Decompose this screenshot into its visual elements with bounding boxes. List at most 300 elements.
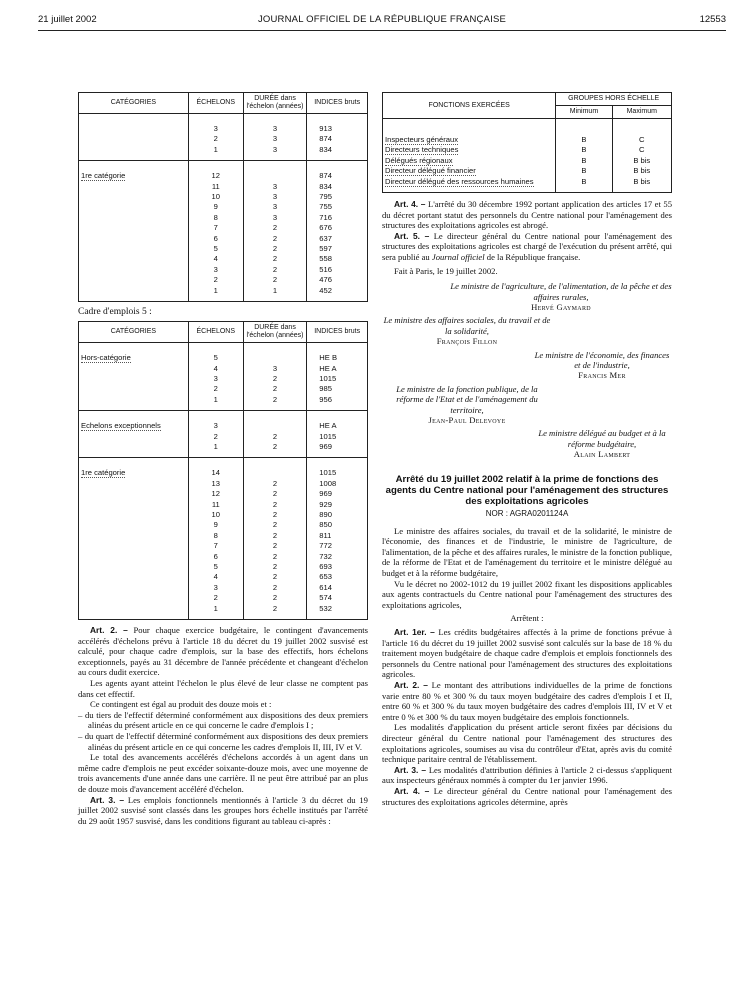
table-row	[79, 192, 368, 202]
header-duree: DURÉE dans l'échelon (années)	[243, 93, 307, 114]
echelon-cell: 4	[188, 254, 243, 264]
duree-cell: 2	[243, 531, 307, 541]
indice-cell: 1015	[307, 374, 368, 384]
category-cell	[79, 213, 189, 223]
header-indices: INDICES bruts	[307, 93, 368, 114]
dash-item: – du tiers de l'effectif déterminé conformément aux dispositions des deux premiers alinéas du présent article en ce qui concerne le cadre d'emplois I ;	[78, 709, 368, 731]
table-row	[79, 572, 368, 582]
echelon-cell: 10	[188, 192, 243, 202]
paragraph: Les modalités d'application du présent article seront fixées par décisions du directeur général du Centre national pour l'aménagement des structures des exploitations agricoles, soumises au visa du contrôleur d'Etat, après avis du comité technique paritaire central de l'établissement.	[382, 722, 672, 765]
indice-cell: 874	[307, 171, 368, 181]
article-label: Art. 4. –	[394, 199, 426, 210]
duree-cell: 2	[243, 254, 307, 264]
minimum-cell: B	[556, 145, 612, 155]
table-row	[79, 134, 368, 144]
echelon-cell: 3	[188, 374, 243, 384]
table-row	[383, 156, 672, 166]
table-row	[79, 364, 368, 374]
indice-cell: 732	[307, 552, 368, 562]
category-cell	[79, 202, 189, 212]
echelon-cell: 9	[188, 202, 243, 212]
category-cell	[79, 604, 189, 614]
duree-cell: 3	[243, 213, 307, 223]
spacer-cell	[307, 114, 368, 125]
maximum-cell: B bis	[612, 177, 671, 187]
duree-cell: 2	[243, 520, 307, 530]
indice-cell: 913	[307, 124, 368, 134]
minimum-cell: B	[556, 166, 612, 176]
spacer-cell	[243, 343, 307, 354]
indice-cell: 1015	[307, 432, 368, 442]
signatory-title: Le ministre de la fonction publique, de la réforme de l'Etat et de l'aménagement du territoire,	[396, 383, 538, 415]
maximum-cell: C	[612, 135, 671, 145]
table-header-row	[79, 93, 368, 114]
signatory-name: François Fillon	[436, 336, 498, 347]
duree-cell: 2	[243, 572, 307, 582]
table-row	[79, 234, 368, 244]
indice-cell: 969	[307, 489, 368, 499]
spacer-cell	[383, 119, 556, 136]
fonction-cell	[383, 166, 556, 176]
category-cell	[79, 531, 189, 541]
article-label: Art. 3. –	[90, 794, 125, 805]
duree-cell: 2	[243, 541, 307, 551]
echelon-cell: 9	[188, 520, 243, 530]
duree-cell: 1	[243, 286, 307, 296]
minimum-cell: B	[556, 135, 612, 145]
echelon-cell: 1	[188, 286, 243, 296]
dash-item: – du quart de l'effectif déterminé conformément aux dispositions des deux premiers alinéas du présent article en ce qui concerne les cadres d'emplois II, III, IV et V.	[78, 730, 368, 752]
article-text: Pour chaque exercice budgétaire, le contingent d'avancements accélérés d'échelons prévu à l'article 18 du décret du 19 juillet 2002 susvisé est calculé, pour chaque cadre d'emplois, sur la base des effectifs, hors échelons exceptionnels, payés au 31 décembre de l'année précédente et changeant d'échelon au cours dudit exercice.	[78, 625, 368, 678]
maximum-cell: C	[612, 145, 671, 155]
indice-cell: 1015	[307, 468, 368, 478]
table-row	[79, 145, 368, 155]
category-cell	[79, 500, 189, 510]
left-body-text	[78, 625, 368, 826]
duree-cell: 2	[243, 384, 307, 394]
fonction-label: Directeur délégué des ressources humaines	[385, 176, 534, 186]
echelon-cell: 8	[188, 213, 243, 223]
duree-cell: 3	[243, 364, 307, 374]
signature-block	[382, 315, 552, 346]
table-row	[79, 552, 368, 562]
table-row	[79, 254, 368, 264]
category-label: Hors-catégorie	[81, 353, 131, 363]
group-spacer	[79, 411, 368, 422]
group-spacer	[79, 161, 368, 172]
header-echelons: ÉCHELONS	[188, 93, 243, 114]
article-4-paragraph	[382, 199, 672, 231]
echelon-cell: 3	[188, 583, 243, 593]
arrete-title: Arrêté du 19 juillet 2002 relatif à la prime de fonctions des agents du Centre national pour l'aménagement des structures des exploitations agricoles	[385, 473, 669, 507]
signatures	[382, 281, 672, 460]
table-row	[383, 177, 672, 187]
duree-cell: 3	[243, 145, 307, 155]
indice-cell: 929	[307, 500, 368, 510]
echelon-table-1	[78, 92, 368, 302]
header-duree: DURÉE dans l'échelon (années)	[243, 322, 307, 343]
category-cell	[79, 353, 189, 363]
article-text: Les emplois fonctionnels mentionnés à l'article 3 du décret du 19 juillet 2002 susvisé sont classés dans les groupes hors échelle institués par l'arrêté du 29 août 1957 susvisé, dans les conditions figurant au tableau ci-après :	[78, 794, 368, 826]
article-text: Le montant des attributions individuelles de la prime de fonctions varie entre 80 % et 300 % du taux moyen budgétaire des cadres d'emplois I et II, entre 60 % et 300 % du taux moyen budgétaire des cadres d'emplois III, IV et V et entre 0 % et 300 % du taux moyen budgétaire des emplois fonctionnels.	[382, 680, 672, 722]
fonctions-table	[382, 92, 672, 193]
spacer-cell	[612, 187, 671, 193]
echelon-cell: 3	[188, 124, 243, 134]
duree-cell: 2	[243, 479, 307, 489]
echelon-cell: 7	[188, 223, 243, 233]
fonction-label: Directeur délégué financier	[385, 166, 476, 176]
indice-cell: 772	[307, 541, 368, 551]
header-echelons: ÉCHELONS	[188, 322, 243, 343]
category-cell	[79, 182, 189, 192]
spacer-cell	[188, 161, 243, 172]
duree-cell: 2	[243, 489, 307, 499]
echelon-cell: 1	[188, 145, 243, 155]
category-cell	[79, 134, 189, 144]
duree-cell: 2	[243, 265, 307, 275]
header-rule	[38, 30, 726, 31]
table-row	[79, 202, 368, 212]
maximum-cell: B bis	[612, 166, 671, 176]
category-cell	[79, 234, 189, 244]
indice-cell: 558	[307, 254, 368, 264]
article-2-paragraph	[78, 625, 368, 678]
indice-cell: 516	[307, 265, 368, 275]
article-text: Le directeur général du Centre national pour l'aménagement des structures des exploitations agricoles est chargé de l'exécution du présent arrêté, qui sera publié au	[382, 230, 672, 262]
fonction-label: Inspecteurs généraux	[385, 135, 459, 144]
echelon-cell: 6	[188, 552, 243, 562]
duree-cell: 3	[243, 124, 307, 134]
duree-cell: 2	[243, 432, 307, 442]
duree-cell: 2	[243, 234, 307, 244]
fonction-cell	[383, 156, 556, 166]
duree-cell: 2	[243, 562, 307, 572]
indice-cell: 874	[307, 134, 368, 144]
duree-cell: 2	[243, 223, 307, 233]
echelon-cell: 2	[188, 593, 243, 603]
duree-cell: 2	[243, 552, 307, 562]
category-cell	[79, 489, 189, 499]
fonction-cell	[383, 145, 556, 155]
echelon-cell: 1	[188, 442, 243, 452]
category-cell	[79, 192, 189, 202]
duree-cell	[243, 353, 307, 363]
duree-cell	[243, 421, 307, 431]
table-row	[79, 500, 368, 510]
duree-cell: 2	[243, 583, 307, 593]
maximum-cell: B bis	[612, 156, 671, 166]
duree-cell: 2	[243, 500, 307, 510]
indice-cell: 574	[307, 593, 368, 603]
indice-cell: 693	[307, 562, 368, 572]
arretent: Arrêtent :	[510, 613, 544, 624]
table-row	[79, 275, 368, 285]
echelon-cell: 7	[188, 541, 243, 551]
table-row	[79, 531, 368, 541]
duree-cell: 2	[243, 374, 307, 384]
header-categories: CATÉGORIES	[79, 322, 189, 343]
spacer-cell	[307, 296, 368, 302]
spacer-cell	[243, 114, 307, 125]
article-label: Art. 1er. –	[394, 627, 435, 638]
spacer-cell	[243, 161, 307, 172]
category-cell	[79, 286, 189, 296]
signature-block	[532, 350, 672, 381]
echelon-cell: 14	[188, 468, 243, 478]
category-cell	[79, 223, 189, 233]
table-row	[79, 171, 368, 181]
category-cell	[79, 395, 189, 405]
table-body	[79, 343, 368, 620]
category-cell	[79, 432, 189, 442]
echelon-cell: 11	[188, 500, 243, 510]
table-row	[79, 395, 368, 405]
table-row	[79, 604, 368, 614]
article-label: Art. 4. –	[394, 785, 430, 796]
table-row	[79, 583, 368, 593]
duree-cell	[243, 468, 307, 478]
group-end	[79, 614, 368, 620]
echelon-cell: 2	[188, 432, 243, 442]
fonction-label: Directeurs techniques	[385, 145, 459, 155]
category-cell	[79, 442, 189, 452]
category-cell	[79, 364, 189, 374]
echelon-cell: 2	[188, 275, 243, 285]
article-text: Les modalités d'attribution définies à l'article 2 ci-dessus s'appliquent aux inspecteurs généraux nommés à compter du 1er janvier 1996.	[382, 764, 672, 786]
duree-cell: 3	[243, 202, 307, 212]
category-cell	[79, 583, 189, 593]
category-label: 1re catégorie	[81, 171, 126, 181]
spacer-cell	[79, 161, 189, 172]
echelon-cell: 11	[188, 182, 243, 192]
indice-cell: 676	[307, 223, 368, 233]
nor-reference: NOR : AGRA0201124A	[485, 508, 569, 518]
spacer-cell	[243, 296, 307, 302]
spacer-cell	[556, 119, 612, 136]
category-cell	[79, 254, 189, 264]
article-2-paragraph	[382, 680, 672, 722]
table-row	[79, 593, 368, 603]
echelon-cell: 3	[188, 421, 243, 431]
table-row	[79, 442, 368, 452]
header-groupes: GROUPES HORS ÉCHELLE	[556, 93, 672, 106]
article-5-paragraph	[382, 231, 672, 263]
category-cell	[79, 572, 189, 582]
signature-block	[532, 428, 672, 459]
table-row	[383, 145, 672, 155]
duree-cell: 2	[243, 244, 307, 254]
signatory-title: Le ministre des affaires sociales, du travail et de la solidarité,	[383, 315, 551, 336]
article-text-end: de la République française.	[486, 252, 581, 262]
header-categories: CATÉGORIES	[79, 93, 189, 114]
indice-cell: 755	[307, 202, 368, 212]
paragraph: Les agents ayant atteint l'échelon le plus élevé de leur classe ne comptent pas dans cet effectif.	[78, 678, 368, 699]
category-cell	[79, 124, 189, 134]
indice-cell: 985	[307, 384, 368, 394]
spacer-cell	[307, 161, 368, 172]
table-row	[79, 384, 368, 394]
indice-cell: 811	[307, 531, 368, 541]
category-label: 1re catégorie	[81, 468, 126, 478]
indice-cell: 834	[307, 145, 368, 155]
echelon-cell: 6	[188, 234, 243, 244]
indice-cell: 850	[307, 520, 368, 530]
paragraph: Ce contingent est égal au produit des douze mois et :	[90, 699, 272, 710]
page-number: 12553	[699, 14, 726, 25]
left-column	[78, 92, 368, 826]
signature-block	[382, 384, 552, 426]
echelon-cell: 10	[188, 510, 243, 520]
table-row	[383, 135, 672, 145]
category-cell	[79, 593, 189, 603]
journal-officiel-ref: Journal officiel	[431, 252, 485, 262]
spacer-cell	[307, 343, 368, 354]
article-text: Les crédits budgétaires affectés à la prime de fonctions prévue à l'article 16 du décret du 19 juillet 2002 susvisé sont calculés sur la base de 18 % du traitement moyen budgétaire de chaque cadre d'emplois et emplois fonctionnels des personnels du Centre national pour l'aménagement des structures des exploitations agricoles.	[382, 627, 672, 680]
indice-cell: 614	[307, 583, 368, 593]
category-cell	[79, 520, 189, 530]
category-cell	[79, 510, 189, 520]
spacer-cell	[188, 296, 243, 302]
table-row	[79, 374, 368, 384]
minimum-cell: B	[556, 177, 612, 187]
indice-cell: 795	[307, 192, 368, 202]
duree-cell: 2	[243, 275, 307, 285]
category-cell	[79, 468, 189, 478]
table-row	[79, 520, 368, 530]
echelon-cell: 5	[188, 562, 243, 572]
right-column	[382, 92, 672, 807]
spacer-cell	[188, 114, 243, 125]
indice-cell: 1008	[307, 479, 368, 489]
signature-block	[450, 281, 672, 312]
indice-cell: HE A	[307, 421, 368, 431]
indice-cell: 969	[307, 442, 368, 452]
spacer-cell	[79, 411, 189, 422]
indice-cell: 637	[307, 234, 368, 244]
right-body-text	[382, 199, 672, 807]
article-4b-paragraph	[382, 786, 672, 807]
minimum-cell: B	[556, 156, 612, 166]
spacer-cell	[79, 343, 189, 354]
duree-cell: 2	[243, 510, 307, 520]
spacer-cell	[79, 296, 189, 302]
indice-cell: 653	[307, 572, 368, 582]
category-cell	[79, 552, 189, 562]
category-cell	[79, 145, 189, 155]
table-row	[79, 124, 368, 134]
fait-a-paris: Fait à Paris, le 19 juillet 2002.	[394, 265, 498, 276]
signatory-title: Le ministre de l'agriculture, de l'alimentation, de la pêche et des affaires rurales,	[450, 281, 672, 302]
echelon-cell: 12	[188, 489, 243, 499]
duree-cell: 3	[243, 192, 307, 202]
category-label: Echelons exceptionnels	[81, 421, 161, 431]
table-row	[79, 468, 368, 478]
header-minimum: Minimum	[556, 106, 612, 119]
table-body	[79, 114, 368, 302]
group-spacer	[79, 343, 368, 354]
echelon-cell: 5	[188, 353, 243, 363]
table-row	[79, 489, 368, 499]
group-end	[383, 187, 672, 193]
signatory-name: Jean-Paul Delevoye	[428, 415, 506, 426]
indice-cell: HE A	[307, 364, 368, 374]
echelon-cell: 13	[188, 479, 243, 489]
category-cell	[79, 421, 189, 431]
category-cell	[79, 562, 189, 572]
category-cell	[79, 244, 189, 254]
indice-cell: HE B	[307, 353, 368, 363]
echelon-cell: 1	[188, 604, 243, 614]
duree-cell: 2	[243, 604, 307, 614]
echelon-cell: 3	[188, 265, 243, 275]
article-3-paragraph	[382, 765, 672, 786]
echelon-cell: 1	[188, 395, 243, 405]
article-text: L'arrêté du 30 décembre 1992 portant application des articles 17 et 55 du décret portant statut des personnels du Centre national pour l'aménagement des structures des exploitations agricoles est abrogé.	[382, 199, 673, 231]
article-label: Art. 2. –	[394, 680, 428, 690]
indice-cell: 476	[307, 275, 368, 285]
table-row	[79, 562, 368, 572]
table-row	[383, 166, 672, 176]
spacer-cell	[188, 343, 243, 354]
spacer-cell	[556, 187, 612, 193]
table-row	[79, 286, 368, 296]
article-label: Art. 2. –	[90, 625, 128, 636]
table-row	[79, 213, 368, 223]
table-row	[79, 510, 368, 520]
spacer-cell	[79, 614, 189, 620]
indice-cell: 890	[307, 510, 368, 520]
spacer-cell	[188, 614, 243, 620]
signatory-title: Le ministre de l'économie, des finances et de l'industrie,	[534, 349, 670, 371]
article-1-paragraph	[382, 627, 672, 680]
echelon-cell: 12	[188, 171, 243, 181]
spacer-cell	[383, 187, 556, 193]
table-body	[383, 119, 672, 193]
spacer-cell	[188, 411, 243, 422]
header-maximum: Maximum	[612, 106, 671, 119]
signatory-name: Alain Lambert	[573, 449, 631, 460]
category-cell	[79, 479, 189, 489]
table-row	[79, 541, 368, 551]
paragraph: Vu le décret no 2002-1012 du 19 juillet 2002 fixant les dispositions applicables aux agents contractuels du Centre national pour l'aménagement des structures des exploitations agricoles,	[382, 578, 672, 610]
article-text: Le directeur général du Centre national pour l'aménagement des structures des exploitations agricoles détermine, après	[382, 785, 672, 807]
echelon-cell: 2	[188, 134, 243, 144]
duree-cell: 2	[243, 395, 307, 405]
category-cell	[79, 541, 189, 551]
indice-cell: 956	[307, 395, 368, 405]
table-header-row	[383, 93, 672, 106]
echelon-cell: 8	[188, 531, 243, 541]
signatory-name: Francis Mer	[578, 370, 626, 381]
article-3-paragraph	[78, 795, 368, 827]
header-date: 21 juillet 2002	[38, 14, 97, 25]
spacer-cell	[307, 614, 368, 620]
table-row	[79, 182, 368, 192]
signatory-name: Hervé Gaymard	[531, 302, 591, 312]
article-label: Art. 3. –	[394, 764, 427, 775]
duree-cell: 2	[243, 593, 307, 603]
signatory-title: Le ministre délégué au budget et à la réforme budgétaire,	[538, 428, 666, 449]
fonction-label: Délégués régionaux	[385, 155, 453, 165]
indice-cell: 716	[307, 213, 368, 223]
category-cell	[79, 265, 189, 275]
spacer-cell	[307, 458, 368, 469]
page-header	[38, 14, 726, 28]
duree-cell	[243, 171, 307, 181]
table-row	[79, 353, 368, 363]
spacer-cell	[79, 458, 189, 469]
table-row	[79, 421, 368, 431]
